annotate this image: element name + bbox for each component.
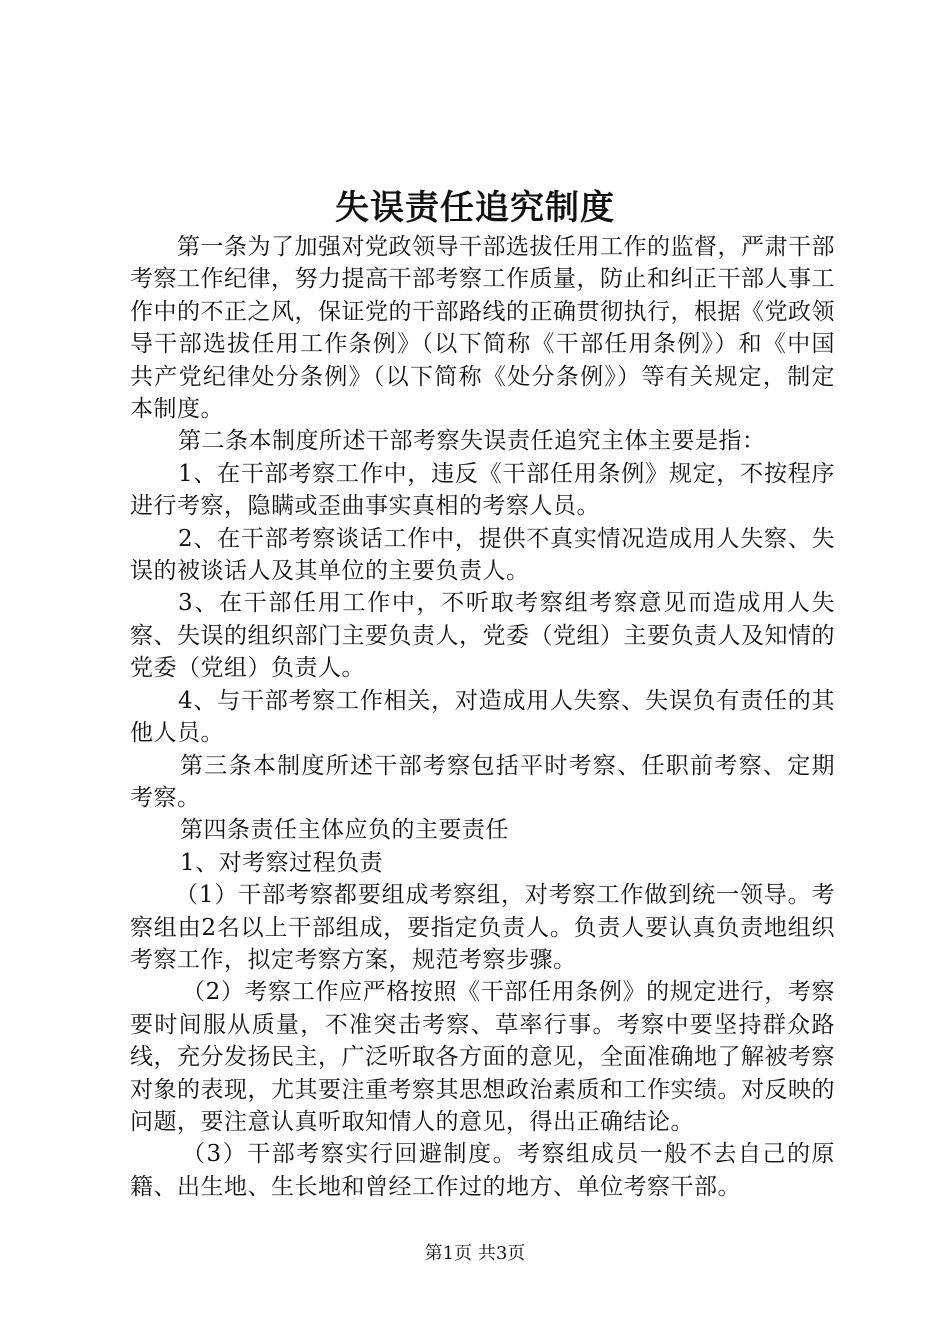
paragraph-article-4: 第四条责任主体应负的主要责任 — [180, 817, 509, 844]
paragraph-article-1: 第一条为了加强对党政领导干部选拔任用工作的监督，严肃干部考察工作纪律，努力提高干部考察工作质量，防止和纠正干部人事工作中的不正之风，保证党的干部路线的正确贯彻执行，根据《党政领导干部选拔任用工作条例》（以下简称《干部任用条例》）和《中国共产党纪律处分条例》（以下简称《处分条例》）等有关规定，制定本制度。 — [130, 234, 835, 423]
page-footer: 第1页 共3页 — [424, 1243, 526, 1264]
paragraph-section-1: 1、对考察过程负责 — [180, 849, 384, 876]
paragraph-item-4: 4、与干部考察工作相关，对造成用人失察、失误负有责任的其他人员。 — [130, 687, 835, 747]
paragraph-item-1: 1、在干部考察工作中，违反《干部任用条例》规定，不按程序进行考察，隐瞒或歪曲事实真相的考察人员。 — [130, 460, 835, 520]
document-title: 失误责任追究制度 — [335, 188, 615, 228]
paragraph-item-2: 2、在干部考察谈话工作中，提供不真实情况造成用人失察、失误的被谈话人及其单位的主要负责人。 — [130, 525, 835, 585]
paragraph-article-3: 第三条本制度所述干部考察包括平时考察、任职前考察、定期考察。 — [130, 752, 835, 811]
paragraph-item-3: 3、在干部任用工作中，不听取考察组考察意见而造成用人失察、失误的组织部门主要负责人，党委（党组）主要负责人及知情的党委（党组）负责人。 — [130, 590, 835, 682]
paragraph-clause-3: （3）干部考察实行回避制度。考察组成员一般不去自己的原籍、出生地、生长地和曾经工作过的地方、单位考察干部。 — [130, 1141, 835, 1200]
paragraph-clause-1: （1）干部考察都要组成考察组，对考察工作做到统一领导。考察组由2名以上干部组成，要指定负责人。负责人要认真负责地组织考察工作，拟定考察方案，规范考察步骤。 — [130, 882, 835, 973]
document-body — [130, 231, 835, 1203]
paragraph-article-2: 第二条本制度所述干部考察失误责任追究主体主要是指： — [178, 428, 766, 455]
paragraph-clause-2: （2）考察工作应严格按照《干部任用条例》的规定进行，考察要时间服从质量，不准突击考察、草率行事。考察中要坚持群众路线，充分发扬民主，广泛听取各方面的意见，全面准确地了解被考察对象的表现，尤其要注重考察其思想政治素质和工作实绩。对反映的问题，要注意认真听取知情人的意见，得出正确结论。 — [130, 979, 835, 1135]
